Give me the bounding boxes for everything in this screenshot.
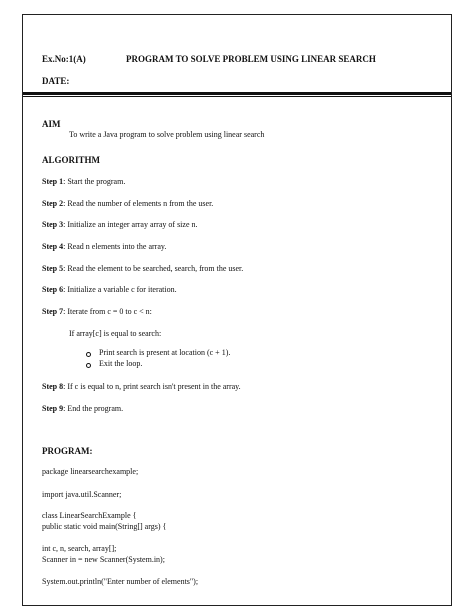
- aim-heading: AIM: [42, 119, 61, 129]
- step-text: : Start the program.: [63, 177, 126, 186]
- date-label: DATE:: [42, 76, 70, 86]
- loop-condition: If array[c] is equal to search:: [69, 329, 162, 338]
- document-page: [22, 14, 452, 606]
- algorithm-step: [42, 307, 152, 316]
- document-title: PROGRAM TO SOLVE PROBLEM USING LINEAR SEARCH: [126, 54, 376, 64]
- step-text: : If c is equal to n, print search isn't present in the array.: [63, 382, 241, 391]
- code-line: Scanner in = new Scanner(System.in);: [42, 555, 165, 564]
- step-label: Step 6: [42, 285, 64, 294]
- algorithm-step: [42, 199, 213, 208]
- algorithm-step: [42, 242, 166, 251]
- step-label: Step 5: [42, 264, 64, 273]
- algorithm-step: [42, 285, 177, 294]
- step-label: Step 4: [42, 242, 64, 251]
- step-label: Step 8: [42, 382, 64, 391]
- step-text: : Read the number of elements n from the user.: [63, 199, 214, 208]
- bullet-icon: [86, 363, 91, 368]
- code-line: int c, n, search, array[];: [42, 544, 117, 553]
- step-text: : Iterate from c = 0 to c < n:: [63, 307, 152, 316]
- step-text: : Read the element to be searched, search, from the user.: [63, 264, 244, 273]
- step-label: Step 2: [42, 199, 64, 208]
- step-text: : Initialize an integer array array of size n.: [63, 220, 198, 229]
- header-row: [42, 54, 376, 64]
- step-label: Step 9: [42, 404, 64, 413]
- step-text: : Read n elements into the array.: [63, 242, 167, 251]
- algorithm-step: [42, 177, 125, 186]
- algorithm-heading: ALGORITHM: [42, 155, 101, 165]
- step-text: : Initialize a variable c for iteration.: [63, 285, 177, 294]
- algorithm-step: [42, 264, 243, 273]
- exercise-number: Ex.No:1(A): [42, 54, 86, 64]
- header-divider-thin: [23, 96, 451, 97]
- code-line: import java.util.Scanner;: [42, 490, 122, 499]
- code-line: class LinearSearchExample {: [42, 511, 137, 520]
- algorithm-step: [42, 404, 123, 413]
- bullet-icon: [86, 352, 91, 357]
- step-label: Step 7: [42, 307, 64, 316]
- program-heading: PROGRAM:: [42, 446, 93, 456]
- algorithm-step: [42, 382, 241, 391]
- code-line: package linearsearchexample;: [42, 467, 139, 476]
- header-divider-thick: [23, 92, 451, 95]
- algorithm-step: [42, 220, 198, 229]
- code-line: public static void main(String[] args) {: [42, 522, 167, 531]
- code-line: System.out.println("Enter number of elements");: [42, 577, 199, 586]
- sub-step: Print search is present at location (c + 1).: [99, 348, 231, 357]
- sub-step: Exit the loop.: [99, 359, 143, 368]
- step-label: Step 1: [42, 177, 64, 186]
- step-label: Step 3: [42, 220, 64, 229]
- step-text: : End the program.: [63, 404, 124, 413]
- aim-text: To write a Java program to solve problem using linear search: [69, 130, 265, 139]
